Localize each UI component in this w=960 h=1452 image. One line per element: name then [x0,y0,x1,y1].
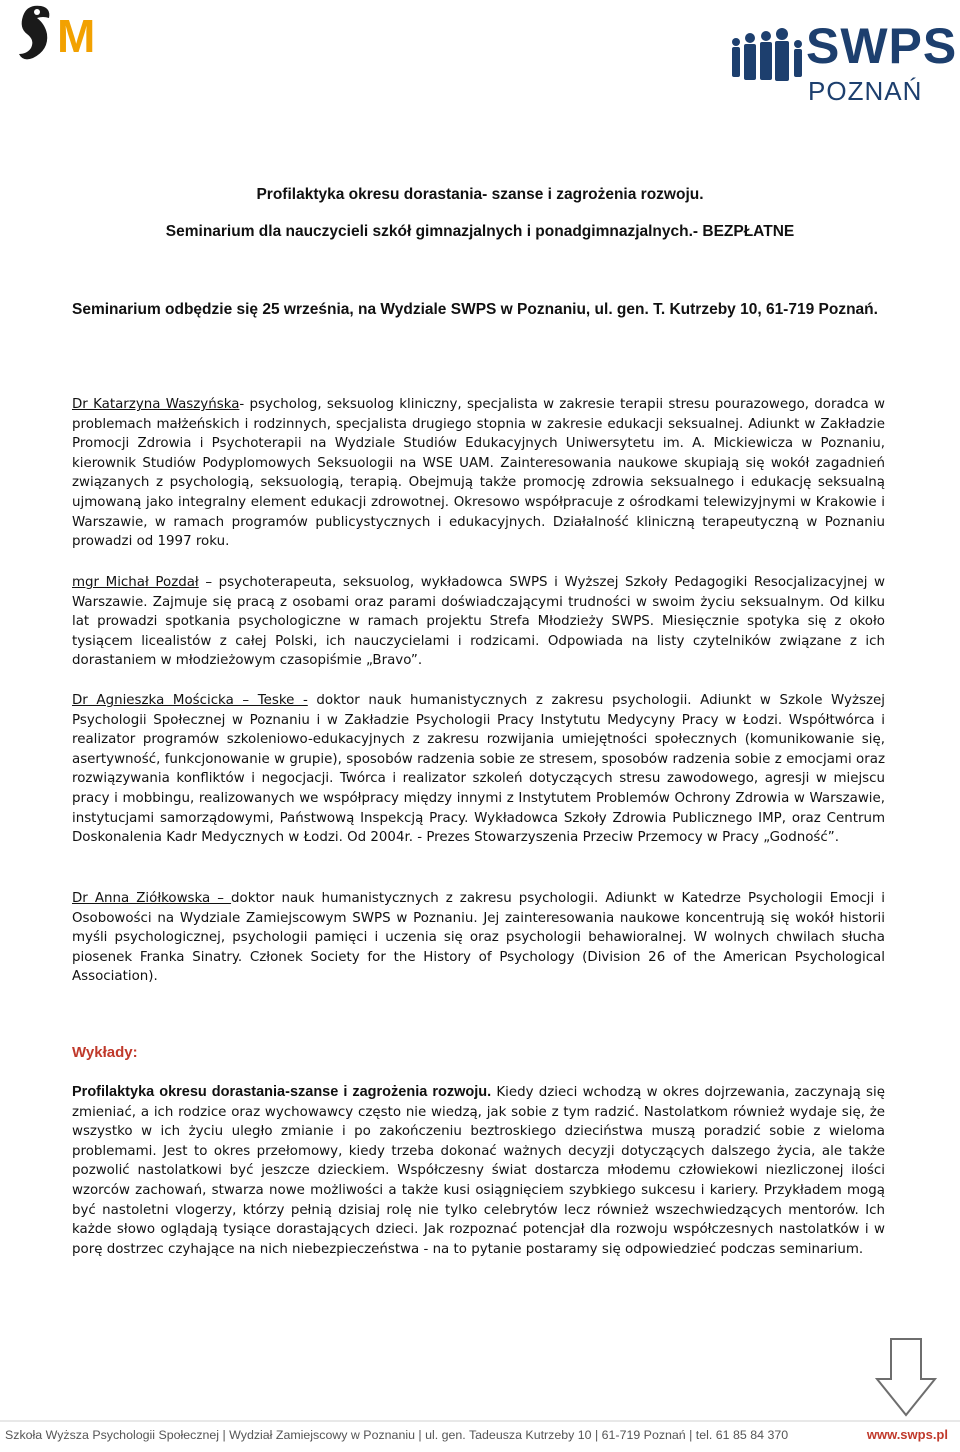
lectures-heading: Wykłady: [72,1044,138,1061]
seminar-venue: Seminarium odbędzie się 25 września, na Wydziale SWPS w Poznaniu, ul. gen. T. Kutrzeby 10, 61-719 Poznań. [72,301,878,318]
speaker-bio-waszynska [72,395,885,552]
speaker-bio-text: - psycholog, seksuolog kliniczny, specjalista w zakresie terapii stresu pourazowego, doradca w problemach małżeńskich i rodzinnych, specjalista drugiego stopnia w zakresie edukacji seksualnej. Adiunkt w Zakładzie Promocji Zdrowia i Psychoterapii na Wydziale Studiów Edukacyjnych Uniwersytetu im. A. Mickiewicza w Poznaniu, kierownik Studiów Podyplomowych Seksuologii na WSE UAM. Zainteresowania naukowe skupiają się wokół zagadnień związanych z psychologią, seksuologią, terapią. Obejmują także promocję zdrowia seksualnego i edukację seksualną ujmowaną jako integralny element edukacji zdrowotnej. Okresowo współpracuje z ośrodkami telewizyjnymi w Krakowie i Warszawie, w ramach programów publicystycznych i edukacyjnych. Działalność kliniczną terapeutyczną w Poznaniu prowadzi od 1997 roku. [72,397,885,550]
speaker-bio-pozdal [72,573,885,671]
speaker-bio-text: – psychoterapeuta, seksuolog, wykładowca SWPS i Wyższej Szkoły Pedagogiki Resocjalizacyjnej w Warszawie. Zajmuje się pracą z osobami oraz parami doświadczającymi trudności w swoim życiu seksualnym. Od kilku lat prowadzi spotkania psychologiczne w ramach projektu Strefa Młodzieży SWPS. Miesięcznie spotyka się z około tysiącem licealistów z całej Polski, ich nauczycielami i rodzicami. Odpowiada na listy czytelników związane z ich dorastaniem w młodzieżowym czasopiśmie „Bravo”. [72,575,886,669]
speaker-bio-text: doktor nauk humanistycznych z zakresu psychologii. Adiunkt w Katedrze Psychologii Emocji i Osobowości na Wydziale Zamiejscowym SWPS w Poznaniu. Jej zainteresowania naukowe koncentrują się wokół historii myśli psychologicznej, psychologii pamięci i uczenia się oraz psychologii behawioralnej. W wolnych chwilach słucha piosenek Franka Sinatry. Członek Society for the History of Psychology (Division 26 of the American Psychological Association). [72,891,885,985]
swps-logo-name: SWPS [806,18,958,74]
speaker-bio-moscicka-teske [72,691,885,848]
sm-logo-text: M [57,10,96,62]
lecture-description: Kiedy dzieci wchodzą w okres dojrzewania, zaczynają się zmieniać, a ich rodzice oraz wychowawcy często nie wiedzą, jak sobie z tym radzić. Nastolatkom również wydaje się, że wszystko w ich życiu uległo zmianie i po zakończeniu beztroskiego dzieciństwa muszą poradzić sobie z wieloma problemami. Jest to okres przełomowy, kiedy trzeba dokonać ważnych decyzji dotyczących dalszego życia, ale także pozwolić nastolatkowi być jeszcze dzieckiem. Współczesny świat dostarcza młodemu człowiekowi niezliczonej ilości wzorców zachowań, stwarza nowe możliwości a także kusi osiągnięciem szybkiego sukcesu i kariery. Przykładem mogą być nastoletni vlogerzy, którzy pełnią dzisiaj rolę nie tylko celebrytów lecz również wszechwiedzących mentorów. Ich każde słowo oglądają tysiące dorastających dzieci. Jak rozpoznać potencjał dla rozwoju współczesnych nastolatków i w porę dostrzec czyhające na nich niebezpieczeństwa - na to pytanie postaramy się odpowiedzieć podczas seminarium. [72,1085,885,1257]
speaker-name: mgr Michał Pozdał [72,575,199,590]
speaker-name: Dr Agnieszka Mościcka – Teske - [72,693,308,708]
lecture-item [72,1083,885,1259]
speaker-name: Dr Katarzyna Waszyńska [72,397,240,412]
swps-family-icon [732,28,802,81]
arrow-down-icon [875,1337,937,1417]
seminar-subtitle: Seminarium dla nauczycieli szkół gimnazjalnych i ponadgimnazjalnych.- BEZPŁATNE [165,223,795,240]
speaker-bio-text: doktor nauk humanistycznych z zakresu psychologii. Adiunkt w Szkole Wyższej Psychologii Społecznej w Poznaniu i w Zakładzie Psychologii Pracy Instytutu Medycyny Pracy w Łodzi. Współtwórca i realizator programów szkoleniowo-edukacyjnych z zakresu rozwijania umiejętności społecznych (komunikowanie się, asertywność, funkcjonowanie w grupie), sposobów radzenia sobie ze stresem, sposobów radzenia sobie z emocjami oraz rozwiązywania konfliktów i negocjacji. Twórca i realizator szkoleń dotyczących stresu zawodowego, agresji w miejscu pracy i mobbingu, realizowanych we współpracy między innymi z Instytutem Problemów Ochrony Zdrowia w Warszawie, instytucjami samorządowymi, Państwową Inspekcją Pracy. Wykładowca Szkoły Zdrowia Publicznego IMP, oraz Centrum Doskonalenia Kadr Medycznych w Łodzi. Od 2004r. - Prezes Stowarzyszenia Przeciw Przemocy w Pracy „Godność”. [72,693,885,846]
lecture-title: Profilaktyka okresu dorastania-szanse i zagrożenia rozwoju. [72,1084,492,1100]
footer-website-link[interactable]: www.swps.pl [866,1427,948,1442]
seminar-title: Profilaktyka okresu dorastania- szanse i zagrożenia rozwoju. [256,186,704,203]
swps-logo-city: POZNAŃ [808,76,923,106]
sm-logo [17,2,113,66]
speaker-bio-ziolkowska [72,889,885,987]
speaker-name: Dr Anna Ziółkowska – [72,891,232,906]
footer-address: Szkoła Wyższa Psychologii Społecznej | Wydział Zamiejscowy w Poznaniu | ul. gen. Tadeusza Kutrzeby 10 | 61-719 Poznań | tel. 61 85 84 370 [5,1428,789,1442]
